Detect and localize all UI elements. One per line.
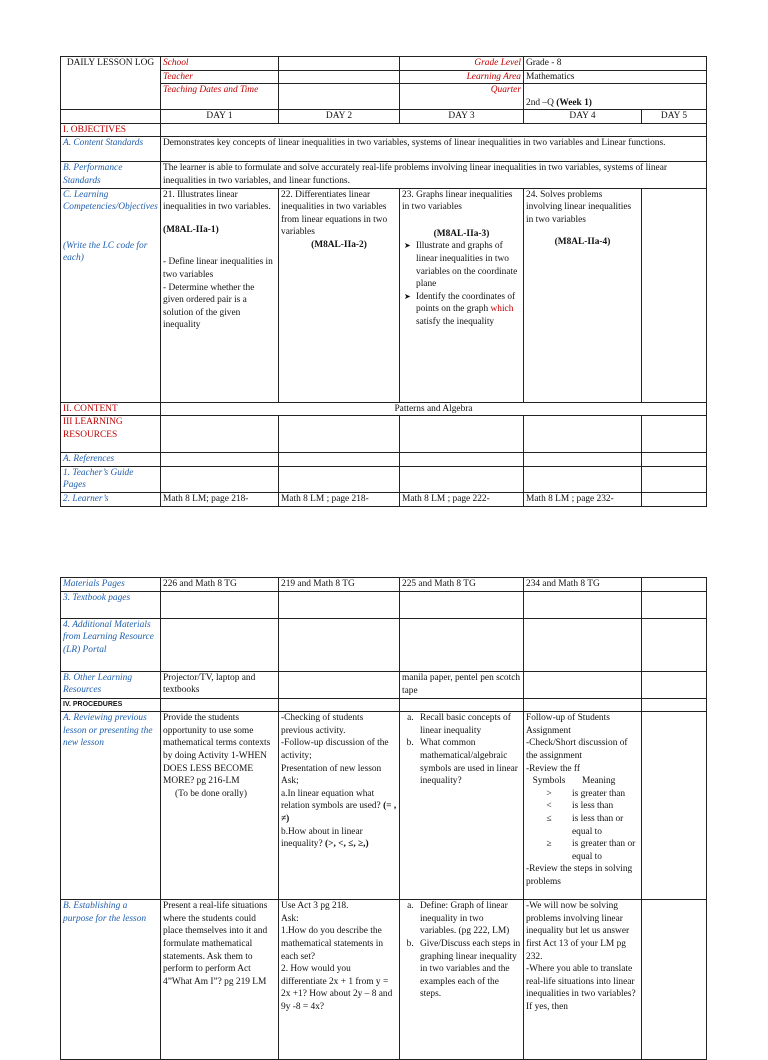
materials-day1: 226 and Math 8 TG (161, 578, 279, 592)
log-title: DAILY LESSON LOG (61, 57, 161, 110)
school-label: School (161, 57, 279, 71)
performance-standards-text: The learner is able to formulate and solve accurately real-life problems involving linear inequalities in two variables, systems of linear inequalities in two variables, and linear functions. (161, 162, 707, 188)
day-header-4: DAY 4 (524, 110, 642, 124)
day4-competency: 24. Solves problems involving linear inequalities in two variables (M8AL-IIa-4) (524, 188, 642, 402)
grade-value: Grade - 8 (524, 57, 707, 71)
day-header-3: DAY 3 (400, 110, 524, 124)
day5-competency (642, 188, 707, 402)
purpose-day4: -We will now be solving problems involving linear inequality but let us answer first Act 13 of your LM pg 232. -Where you able to translate real-life situations into linear inequalities in two variables? If yes, then (524, 900, 642, 1060)
day-header-1: DAY 1 (161, 110, 279, 124)
reviewing-label: A. Reviewing previous lesson or presenting the new lesson (61, 712, 161, 900)
day3-objective-1: ➤ Illustrate and graphs of linear inequalities in two variables on the coordinate plane (416, 240, 521, 290)
learning-resources-heading: III LEARNING RESOURCES (61, 416, 161, 453)
day2-code: (M8AL-IIa-2) (311, 239, 367, 250)
day-header-blank (61, 110, 161, 124)
lm-day1: Math 8 LM; page 218- (161, 492, 279, 506)
symbol-row: < is less than (546, 801, 614, 812)
reviewing-day3: a. Recall basic concepts of linear inequality b. What common mathematical/algebraic symbols are used in linear inequality? (400, 712, 524, 900)
lm-day3: Math 8 LM ; page 222- (400, 492, 524, 506)
reviewing-day2: -Checking of students previous activity. -Follow-up discussion of the activity; Presentation of new lesson Ask; a.In linear equation what relation symbols are used? (= , ≠) b.How about in linear inequality? (>, <, ≤, ≥,) (279, 712, 400, 900)
lc-code-note: (Write the LC code for each) (63, 240, 148, 264)
objectives-heading: I. OBJECTIVES (61, 123, 161, 137)
quarter-label: Quarter (400, 84, 524, 110)
day3-code: (M8AL-IIa-3) (433, 228, 490, 239)
references-label: A. References (61, 453, 161, 467)
performance-standards-label: B. Performance Standards (61, 162, 161, 188)
objectives-blank (161, 123, 707, 137)
lm-day4: Math 8 LM ; page 232- (524, 492, 642, 506)
purpose-day1: Present a real-life situations where the students could place themselves into it and formulate mathematical statements. Ask them to perform to perform Act 4”What Am I”? pg 219 LM (161, 900, 279, 1060)
other-resources-day3: manila paper, pentel pen scotch tape (400, 671, 524, 698)
materials-day3: 225 and Math 8 TG (400, 578, 524, 592)
materials-day4: 234 and Math 8 TG (524, 578, 642, 592)
other-resources-day1: Projector/TV, laptop and textbooks (161, 671, 279, 698)
materials-day2: 219 and Math 8 TG (279, 578, 400, 592)
reviewing-day1: Provide the students opportunity to use some mathematical terms contexts by doing Activity 1-WHEN DOES LESS BECOME MORE? pg 216-LM (To be done orally) (161, 712, 279, 900)
grade-label: Grade Level (400, 57, 524, 71)
procedures-heading: IV. PROCEDURES (61, 698, 161, 712)
content-standards-text: Demonstrates key concepts of linear inequalities in two variables, systems of linear inequalities in two variables and Linear functions. (161, 137, 707, 162)
learners-label: 2. Learner’s (61, 492, 161, 506)
teacher-value (279, 70, 400, 84)
lesson-log-table-page1 (60, 56, 707, 507)
quarter-value: 2nd –Q (Week 1) (524, 84, 707, 110)
teacher-label: Teacher (161, 70, 279, 84)
day1-competency: 21. Illustrates linear inequalities in two variables. (M8AL-IIa-1) - Define linear inequalities in two variables - Determine whether the given ordered pair is a solution of the given inequality (161, 188, 279, 402)
purpose-day2: Use Act 3 pg 218. Ask: 1.How do you describe the mathematical statements in each set? 2. How would you differentiate 2x + 1 from y = 2x +1? How about 2y – 8 and 9y -8 = 4x? (279, 900, 400, 1060)
day1-code: (M8AL-IIa-1) (163, 224, 219, 235)
other-resources-label: B. Other Learning Resources (61, 671, 161, 698)
school-value (279, 57, 400, 71)
day-header-5: DAY 5 (642, 110, 707, 124)
additional-materials-label: 4. Additional Materials from Learning Resource (LR) Portal (61, 618, 161, 671)
materials-pages-label: Materials Pages (61, 578, 161, 592)
content-standards-label: A. Content Standards (61, 137, 161, 162)
area-label: Learning Area (400, 70, 524, 84)
dates-label: Teaching Dates and Time (161, 84, 279, 110)
symbol-row: > is greater than (546, 788, 626, 799)
purpose-day3: a. Define: Graph of linear inequality in two variables. (pg 222, LM) b. Give/Discuss each steps in graphing linear inequality in two variables and the examples each of the steps. (400, 900, 524, 1060)
symbol-row: ≤ is less than or equal to (546, 813, 624, 837)
symbol-row: ≥ is greater than or equal to (546, 839, 636, 862)
symbols-header: Symbols Meaning (532, 776, 616, 787)
day3-objective-2: ➤ Identify the coordinates of points on the graph which satisfy the inequality (416, 291, 521, 329)
dates-value (279, 84, 400, 110)
reviewing-day4: Follow-up of Students Assignment -Check/Short discussion of the assignment -Review the ff Symbols Meaning > is greater than < is less than ≤ is less than or equal to ≥ is greater than or equal to -Review the steps in solving problems (524, 712, 642, 900)
day2-competency: 22. Differentiates linear inequalities in two variables from linear equations in two variables (M8AL-IIa-2) (279, 188, 400, 402)
competencies-label: C. Learning Competencies/Objectives (Write the LC code for each) (61, 188, 161, 402)
day4-code: (M8AL-IIa-4) (554, 237, 611, 248)
lm-day2: Math 8 LM ; page 218- (279, 492, 400, 506)
textbook-pages-label: 3. Textbook pages (61, 591, 161, 618)
content-heading: II. CONTENT (61, 402, 161, 416)
day-header-2: DAY 2 (279, 110, 400, 124)
day3-competency: 23. Graphs linear inequalities in two variables (M8AL-IIa-3) ➤ Illustrate and graphs of linear inequalities in two variables on the coordinate plane ➤ Identify the coordinates of points on the graph which satisfy the inequality (400, 188, 524, 402)
area-value: Mathematics (524, 70, 707, 84)
establishing-purpose-label: B. Establishing a purpose for the lesson (61, 900, 161, 1060)
content-value: Patterns and Algebra (161, 402, 707, 416)
teachers-guide-label: 1. Teacher’s Guide Pages (61, 466, 161, 492)
lesson-log-table-page2 (60, 577, 707, 1060)
